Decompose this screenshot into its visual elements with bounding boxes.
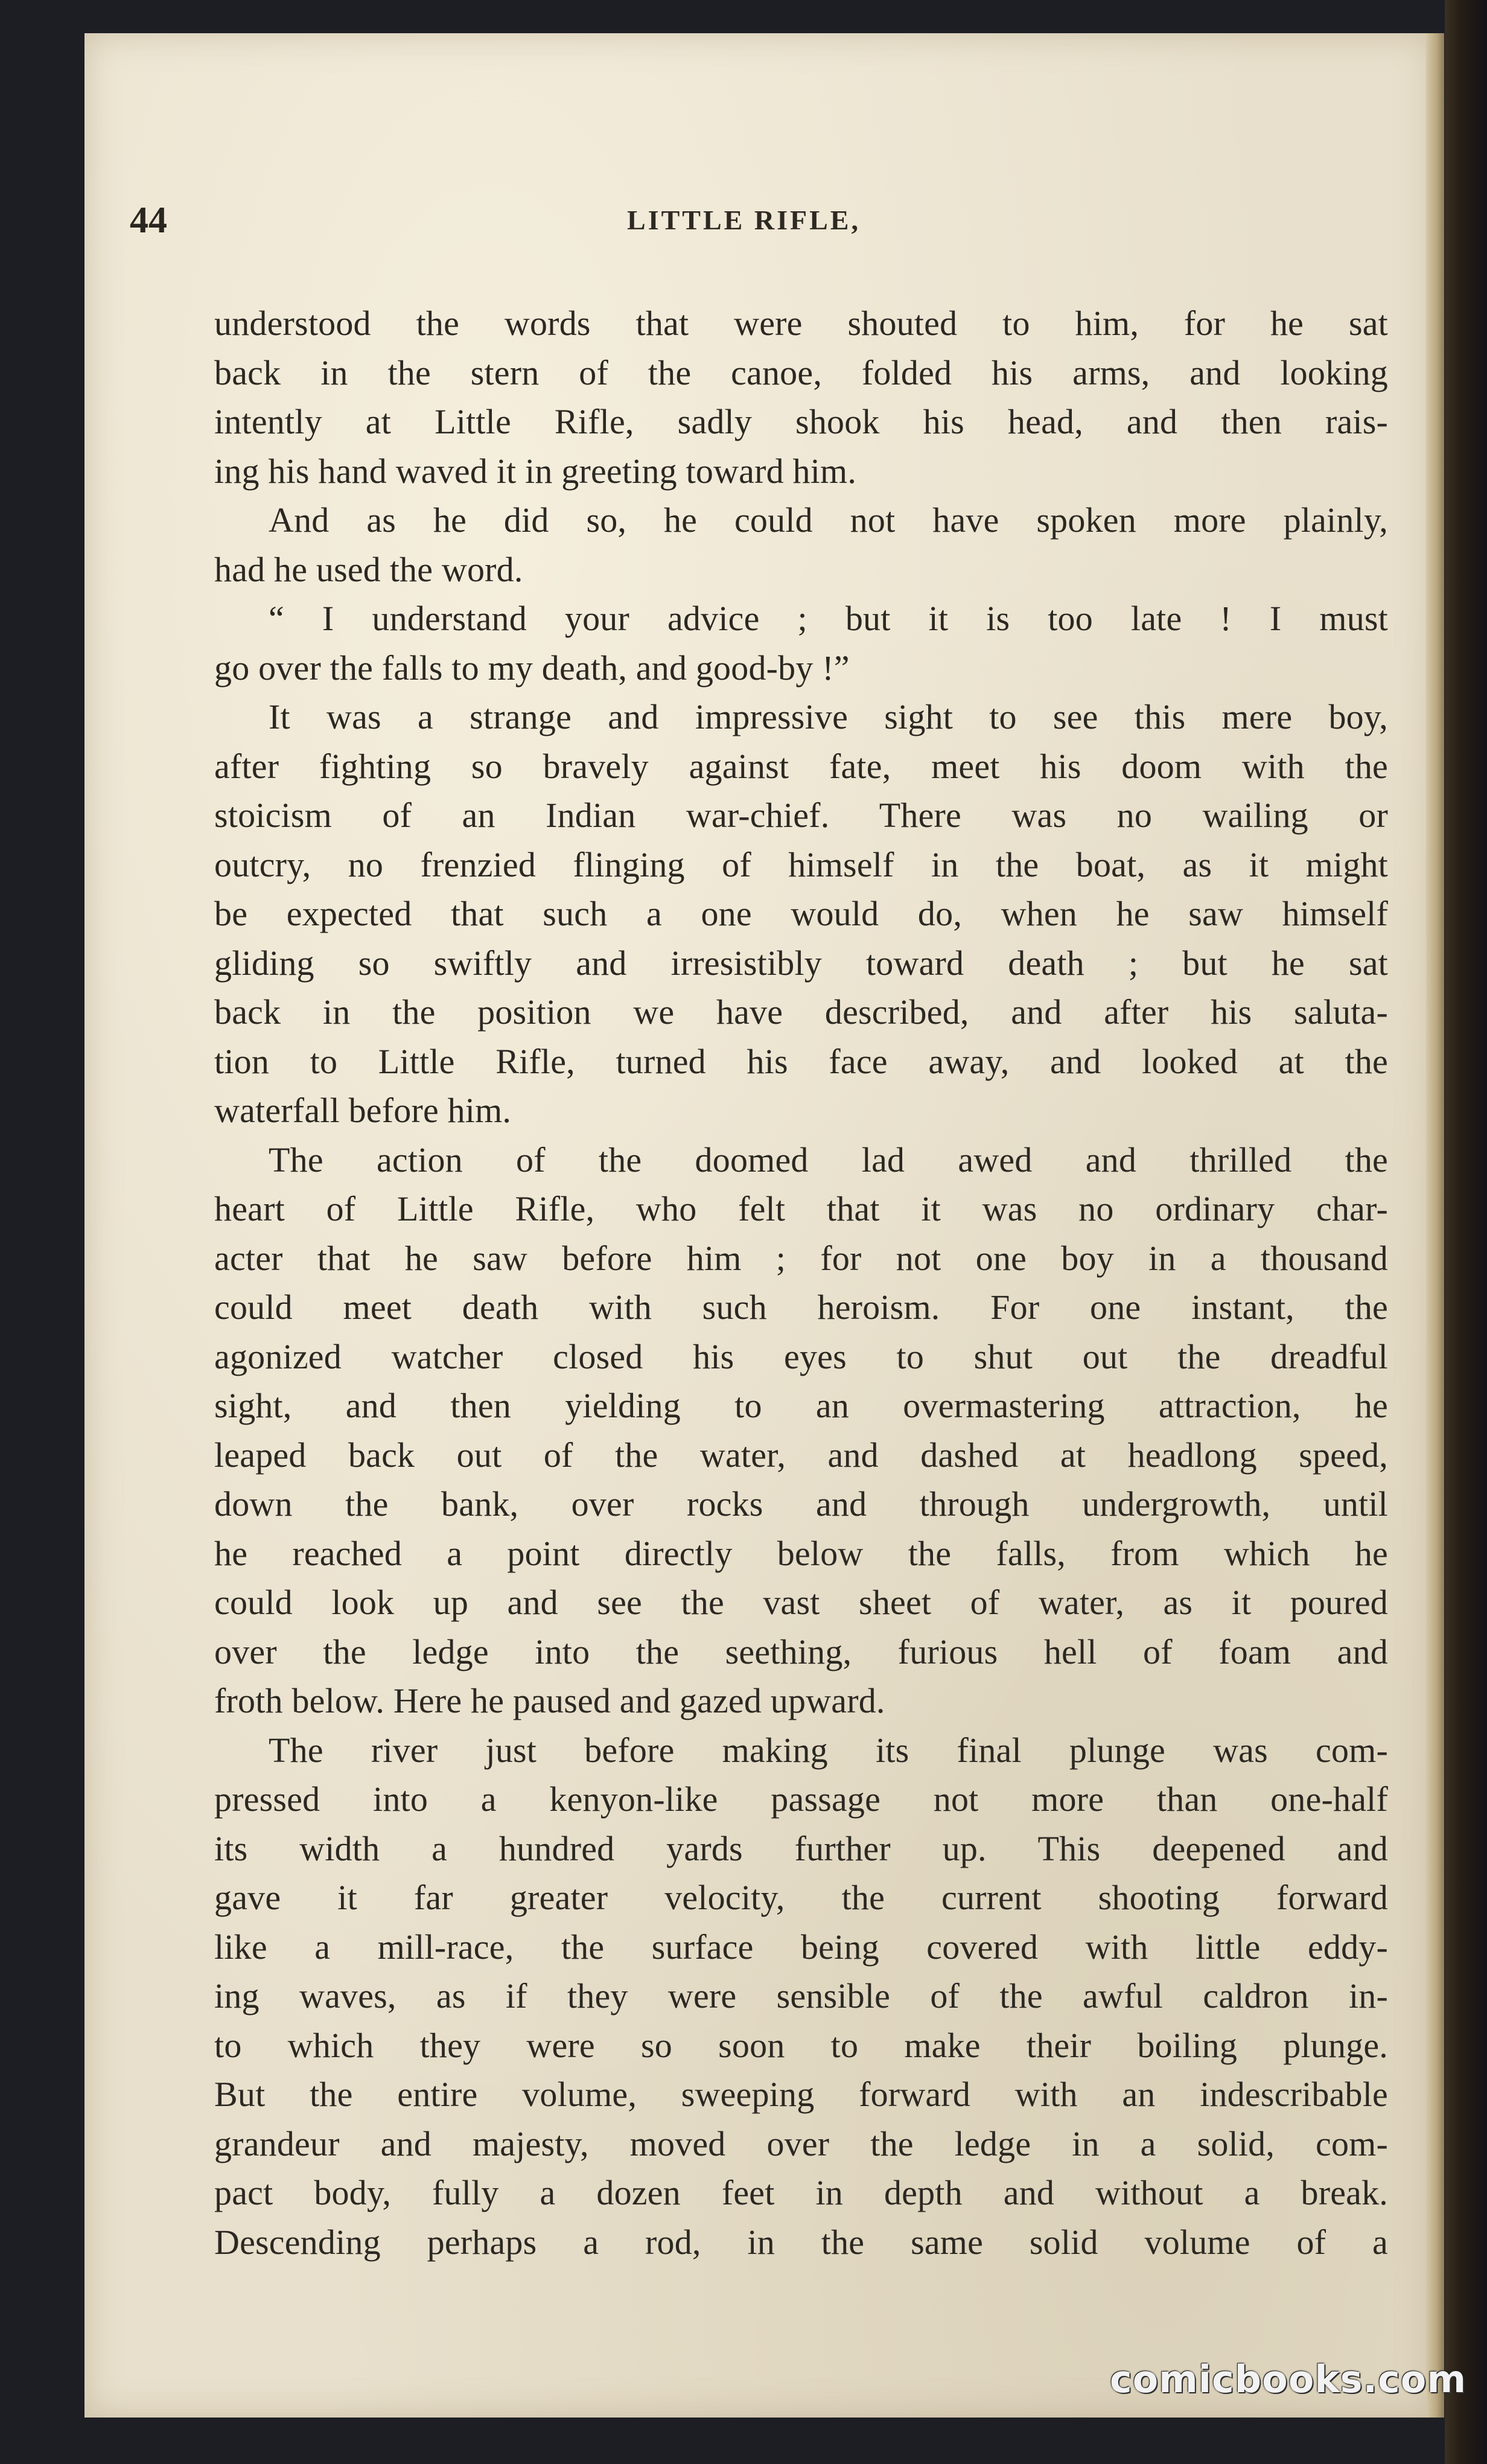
text-line: tion to Little Rifle, turned his face away, and looked at the: [214, 1041, 1388, 1081]
book-edge-backdrop: [1445, 0, 1487, 2464]
text-line: its width a hundred yards further up. This deepened and: [214, 1828, 1388, 1868]
text-line: It was a strange and impressive sight to see this mere boy,: [269, 697, 1388, 736]
text-line: back in the position we have described, and after his saluta-: [214, 992, 1388, 1032]
text-line: froth below. Here he paused and gazed upward.: [214, 1681, 885, 1720]
text-line: he reached a point directly below the falls, from which he: [214, 1533, 1388, 1573]
paragraph: [214, 594, 1388, 692]
text-line: over the ledge into the seething, furious hell of foam and: [214, 1632, 1388, 1671]
text-line: sight, and then yielding to an overmastering attraction, he: [214, 1386, 1388, 1425]
text-line: acter that he saw before him ; for not one boy in a thousand: [214, 1238, 1388, 1278]
site-watermark: comicbooks.com: [1109, 2357, 1466, 2401]
text-line: stoicism of an Indian war-chief. There was no wailing or: [214, 796, 1388, 835]
paragraph: [214, 299, 1388, 496]
text-line: pact body, fully a dozen feet in depth and without a break.: [214, 2173, 1388, 2212]
text-line: leaped back out of the water, and dashed at headlong speed,: [214, 1435, 1388, 1475]
text-line: heart of Little Rifle, who felt that it was no ordinary char-: [214, 1189, 1388, 1228]
text-line: after fighting so bravely against fate, meet his doom with the: [214, 746, 1388, 786]
text-line: ing his hand waved it in greeting toward him.: [214, 451, 857, 491]
paragraph: [214, 1135, 1388, 1726]
page-body-text: [214, 299, 1388, 2267]
text-line: to which they were so soon to make their boiling plunge.: [214, 2025, 1388, 2065]
text-line: understood the words that were shouted to him, for he sat: [214, 304, 1388, 343]
page-header: [130, 175, 1358, 241]
text-line: could look up and see the vast sheet of water, as it poured: [214, 1583, 1388, 1622]
text-line: had he used the word.: [214, 549, 523, 589]
text-line: grandeur and majesty, moved over the ledge in a solid, com-: [214, 2124, 1388, 2163]
text-line: gliding so swiftly and irresistibly toward death ; but he sat: [214, 943, 1388, 983]
text-line: intently at Little Rifle, sadly shook his head, and then rais-: [214, 402, 1388, 441]
text-line: back in the stern of the canoe, folded his arms, and looking: [214, 353, 1388, 392]
text-line: like a mill-race, the surface being covered with little eddy-: [214, 1927, 1388, 1967]
text-line: ing waves, as if they were sensible of the awful caldron in-: [214, 1976, 1388, 2016]
running-title: LITTLE RIFLE,: [627, 205, 861, 235]
text-line: pressed into a kenyon-like passage not more than one-half: [214, 1779, 1388, 1819]
text-line: be expected that such a one would do, when he saw himself: [214, 894, 1388, 933]
text-line: Descending perhaps a rod, in the same solid volume of a: [214, 2222, 1388, 2262]
text-line: “ I understand your advice ; but it is too late ! I must: [269, 599, 1388, 638]
text-line: But the entire volume, sweeping forward with an indescribable: [214, 2075, 1388, 2114]
page-number: 44: [130, 200, 167, 241]
text-line: down the bank, over rocks and through undergrowth, until: [214, 1484, 1388, 1524]
text-line: And as he did so, he could not have spoken more plainly,: [269, 500, 1388, 540]
paragraph: [214, 1726, 1388, 2267]
text-line: The action of the doomed lad awed and thrilled the: [269, 1140, 1388, 1179]
text-line: waterfall before him.: [214, 1091, 512, 1130]
text-line: gave it far greater velocity, the current shooting forward: [214, 1878, 1388, 1917]
paragraph: [214, 496, 1388, 594]
text-line: go over the falls to my death, and good-by !”: [214, 648, 850, 688]
text-line: outcry, no frenzied flinging of himself in the boat, as it might: [214, 844, 1388, 884]
text-line: agonized watcher closed his eyes to shut out the dreadful: [214, 1336, 1388, 1376]
text-line: could meet death with such heroism. For one instant, the: [214, 1288, 1388, 1327]
paragraph: [214, 692, 1388, 1135]
text-line: The river just before making its final plunge was com-: [269, 1730, 1388, 1770]
page-spine-edge: [1426, 33, 1444, 2418]
